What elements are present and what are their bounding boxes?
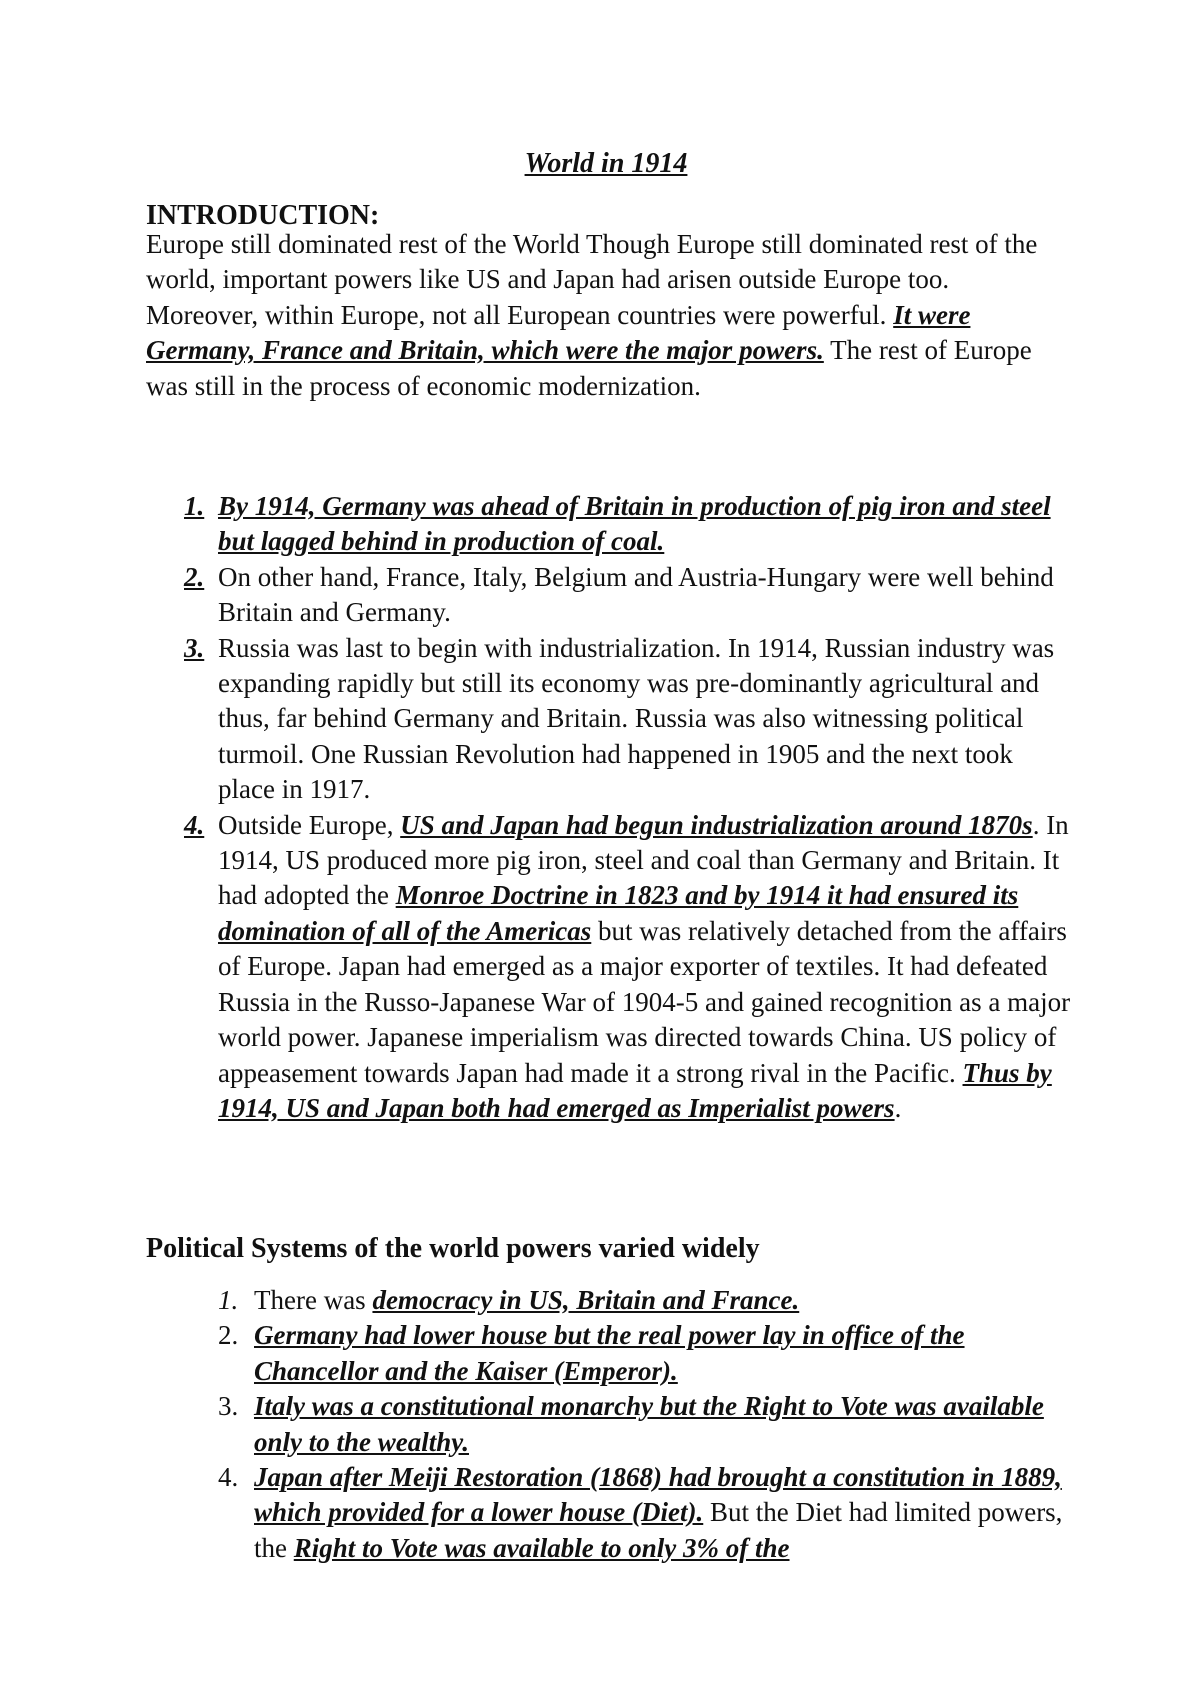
item-text: but was relatively detached from the affairs of Europe. Japan had emerged as a major exporter of textiles. It had defeated Russia in the Russo-Japanese War of 1904-5 and gained recognition as a major world power. Japanese imperialism was directed towards China. US policy of appeasement towards Japan had made it a strong rival in the Pacific. bbox=[218, 915, 1071, 1088]
list-item bbox=[146, 1283, 1076, 1318]
item-highlight: US and Japan had begun industrialization around 1870s bbox=[400, 809, 1033, 840]
list-item bbox=[146, 489, 1076, 560]
item-text: Outside Europe, bbox=[218, 809, 401, 840]
intro-highlight: It were Germany, France and Britain, which were the major powers. bbox=[146, 299, 971, 366]
item-highlight: Italy was a constitutional monarchy but the Right to Vote was available only to the wealthy. bbox=[254, 1391, 1044, 1457]
item-text: There was bbox=[254, 1285, 373, 1315]
document-title: World in 1914 bbox=[524, 148, 688, 179]
political-heading: Political Systems of the world powers varied widely bbox=[146, 1233, 760, 1264]
intro-heading: INTRODUCTION: bbox=[146, 200, 380, 231]
item-text: But the Diet had limited powers, the bbox=[254, 1497, 1063, 1563]
item-highlight: Japan after Meiji Restoration (1868) had brought a constitution in 1889, which provided for a lower house (Diet). bbox=[254, 1462, 1062, 1528]
intro-paragraph bbox=[146, 227, 1056, 404]
economy-list bbox=[146, 489, 1076, 1126]
list-number: 2. bbox=[218, 1320, 239, 1351]
item-text: . bbox=[894, 1092, 902, 1123]
list-number: 1. bbox=[184, 491, 205, 521]
list-item bbox=[146, 1318, 1076, 1389]
list-number: 3. bbox=[184, 632, 205, 663]
list-number: 2. bbox=[184, 561, 205, 592]
list-number: 4. bbox=[218, 1462, 239, 1493]
political-list bbox=[146, 1283, 1076, 1566]
list-item bbox=[146, 631, 1076, 808]
item-highlight: Right to Vote was available to only 3% of the bbox=[293, 1532, 790, 1563]
item-text: On other hand, France, Italy, Belgium and Austria-Hungary were well behind Britain and Germany. bbox=[218, 561, 1054, 628]
list-item bbox=[146, 1460, 1076, 1566]
item-text: . In 1914, US produced more pig iron, steel and coal than Germany and Britain. It had adopted the bbox=[218, 809, 1069, 911]
item-highlight: By 1914, Germany was ahead of Britain in production of pig iron and steel but lagged behind in production of coal. bbox=[218, 491, 1051, 557]
list-item bbox=[146, 560, 1076, 631]
item-highlight: democracy in US, Britain and France. bbox=[372, 1285, 800, 1315]
item-highlight: Thus by 1914, US and Japan both had emerged as Imperialist powers bbox=[218, 1057, 1052, 1123]
list-number: 1. bbox=[218, 1285, 239, 1315]
item-highlight: Germany had lower house but the real power lay in office of the Chancellor and the Kaiser (Emperor). bbox=[254, 1320, 965, 1386]
list-item bbox=[146, 808, 1076, 1127]
item-text: Russia was last to begin with industrialization. In 1914, Russian industry was expanding rapidly but still its economy was pre-dominantly agricultural and thus, far behind Germany and Britain. Russia was also witnessing political turmoil. One Russian Revolution had happened in 1905 and the next took place in 1917. bbox=[218, 632, 1055, 805]
list-number: 4. bbox=[184, 809, 205, 840]
intro-text-2: The rest of Europe was still in the process of economic modernization. bbox=[146, 335, 1032, 401]
item-highlight: Monroe Doctrine in 1823 and by 1914 it had ensured its domination of all of the Americas bbox=[218, 880, 1019, 946]
list-number: 3. bbox=[218, 1391, 239, 1422]
intro-text-1: Europe still dominated rest of the World Though Europe still dominated rest of the world, important powers like US and Japan had arisen outside Europe too. Moreover, within Europe, not all European countries were powerful. bbox=[146, 229, 1038, 330]
list-item bbox=[146, 1389, 1076, 1460]
